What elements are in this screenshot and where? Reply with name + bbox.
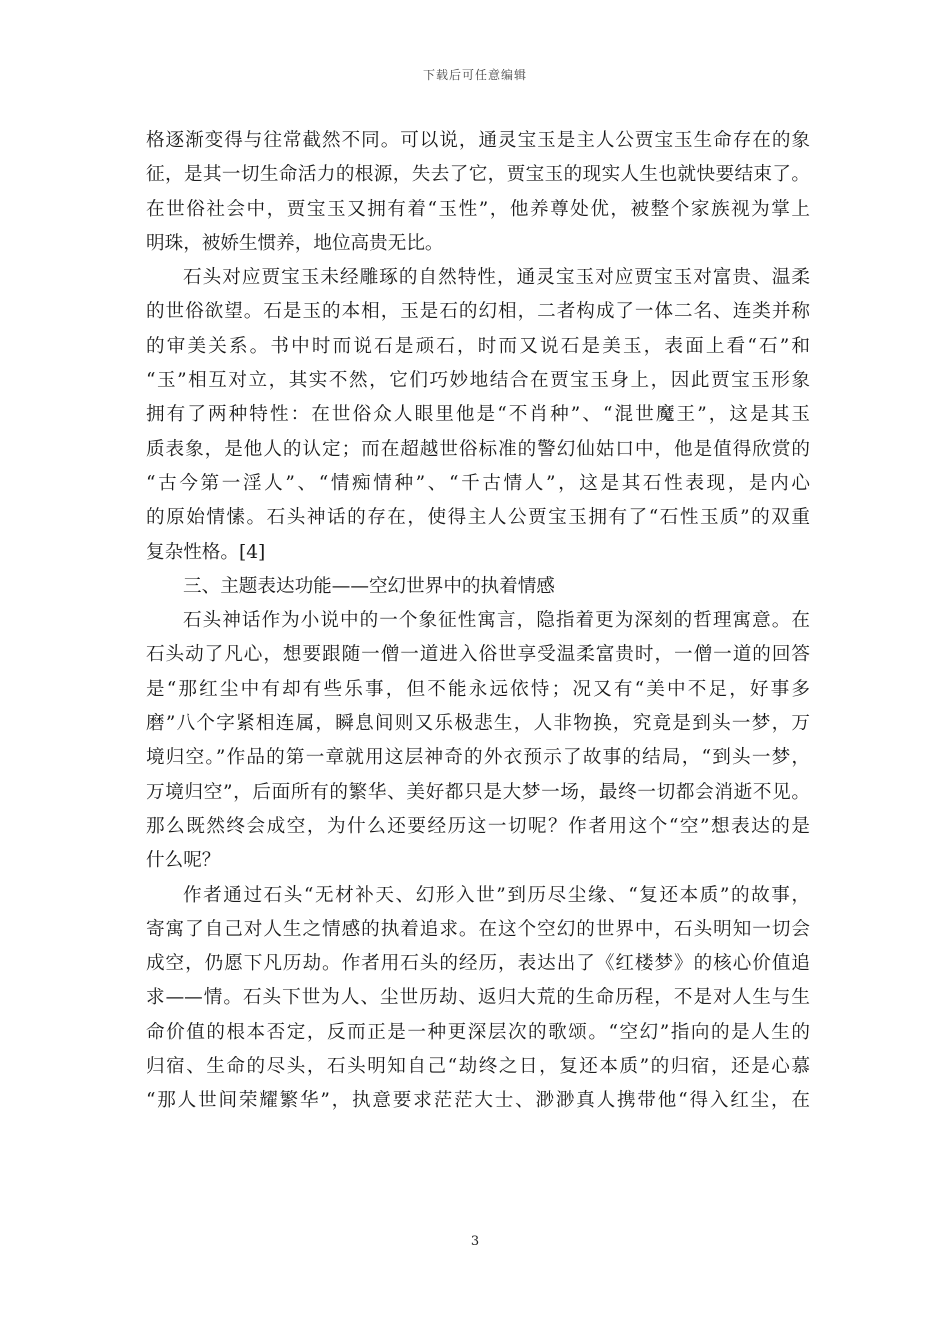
text-line: 境归空。”作品的第一章就用这层神奇的外衣预示了故事的结局，“到头一梦，	[146, 747, 810, 769]
text-line: 命价值的根本否定，反而正是一种更深层次的歌颂。“空幻”指向的是人生的	[146, 1021, 810, 1043]
text-line: 拥有了两种特性：在世俗众人眼里他是“不肖种”、“混世魔王”，这是其玉	[146, 404, 810, 426]
text-line: 什么呢？	[146, 850, 221, 872]
page-number: 3	[470, 1234, 480, 1249]
text-line: 归宿、生命的尽头，石头明知自己“劫终之日，复还本质”的归宿，还是心慕	[146, 1056, 810, 1078]
document-body	[146, 124, 810, 1119]
text-line: 石头动了凡心，想要跟随一僧一道进入俗世享受温柔富贵时，一僧一道的回答	[146, 644, 810, 666]
text-line: 那么既然终会成空，为什么还要经历这一切呢？作者用这个“空”想表达的是	[146, 815, 810, 837]
text-line: 磨”八个字紧相连属，瞬息间则又乐极悲生，人非物换，究竟是到头一梦，万	[146, 713, 810, 735]
text-line: 的原始情愫。石头神话的存在，使得主人公贾宝玉拥有了“石性玉质”的双重	[146, 507, 810, 529]
text-line: 万境归空”，后面所有的繁华、美好都只是大梦一场，最终一切都会消逝不见。	[146, 781, 810, 803]
text-line: 寄寓了自己对人生之情感的执着追求。在这个空幻的世界中，石头明知一切会	[146, 918, 810, 940]
text-line: 的审美关系。书中时而说石是顽石，时而又说石是美玉，表面上看“石”和	[146, 335, 810, 357]
text-line: 求——情。石头下世为人、尘世历劫、返归大荒的生命历程，不是对人生与生	[146, 987, 810, 1009]
text-line: 石头神话作为小说中的一个象征性寓言，隐指着更为深刻的哲理寓意。在	[183, 610, 810, 632]
text-line: 的世俗欲望。石是玉的本相，玉是石的幻相，二者构成了一体二名、连类并称	[146, 301, 810, 323]
text-line: 成空，仍愿下凡历劫。作者用石头的经历，表达出了《红楼梦》的核心价值追	[146, 953, 810, 975]
text-line: 复杂性格。[4]	[146, 541, 266, 563]
text-line: 在世俗社会中，贾宝玉又拥有着“玉性”，他养尊处优，被整个家族视为掌上	[146, 198, 810, 220]
text-line: “玉”相互对立，其实不然，它们巧妙地结合在贾宝玉身上，因此贾宝玉形象	[146, 370, 810, 392]
text-line: 质表象，是他人的认定；而在超越世俗标准的警幻仙姑口中，他是值得欣赏的	[146, 438, 810, 460]
text-line: 三、主题表达功能——空幻世界中的执着情感	[183, 575, 555, 597]
text-line: 石头对应贾宝玉未经雕琢的自然特性，通灵宝玉对应贾宝玉对富贵、温柔	[183, 267, 810, 289]
text-line: “古今第一淫人”、“情痴情种”、“千古情人”，这是其石性表现，是内心	[146, 472, 810, 494]
text-line: 格逐渐变得与往常截然不同。可以说，通灵宝玉是主人公贾宝玉生命存在的象	[146, 130, 810, 151]
text-line: 征，是其一切生命活力的根源，失去了它，贾宝玉的现实人生也就快要结束了。	[146, 164, 810, 186]
text-line: 是“那红尘中有却有些乐事，但不能永远依恃；况又有“美中不足，好事多	[146, 678, 810, 700]
page-header-note: 下载后可任意编辑	[422, 68, 527, 82]
text-line: “那人世间荣耀繁华”，执意要求茫茫大士、渺渺真人携带他“得入红尘，在	[146, 1090, 810, 1112]
text-line: 作者通过石头“无材补天、幻形入世”到历尽尘缘、“复还本质”的故事，	[183, 884, 810, 906]
text-line: 明珠，被娇生惯养，地位高贵无比。	[146, 232, 444, 254]
